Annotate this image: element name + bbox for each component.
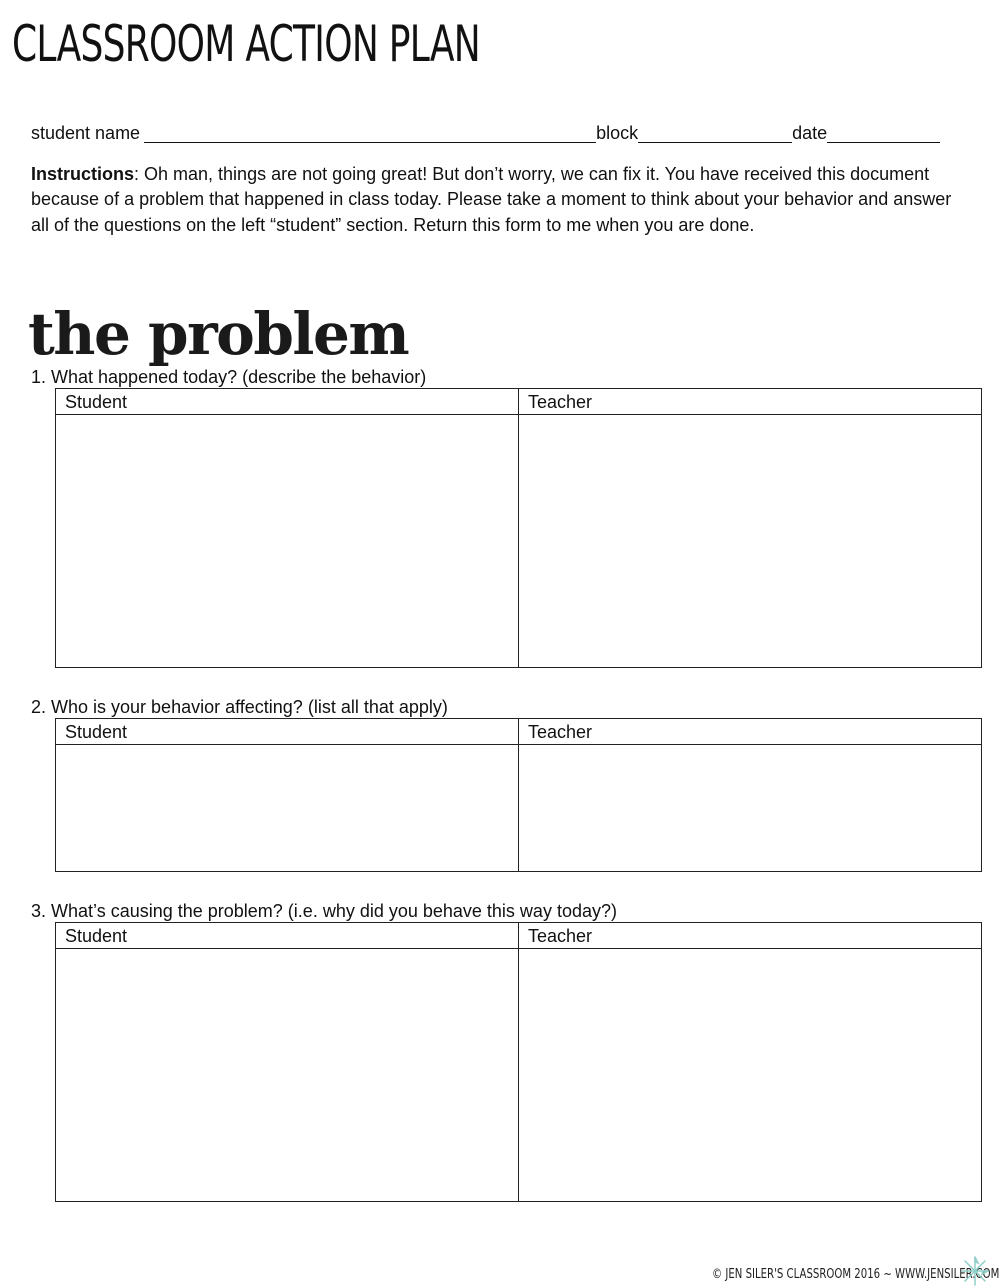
- instructions-text: : Oh man, things are not going great! But don’t worry, we can fix it. You have received this document because of a problem that happened in class today. Please take a moment to think about your behavior and answer all of the questions on the left “student” section. Return this form to me when you are done.: [31, 164, 952, 235]
- student-column-header: Student: [56, 719, 519, 745]
- instructions-lead: Instructions: [31, 164, 135, 184]
- question-3-label: 3. What’s causing the problem? (i.e. why did you behave this way today?): [31, 901, 617, 921]
- question-1-label: 1. What happened today? (describe the behavior): [31, 367, 427, 387]
- teacher-column-header: Teacher: [519, 923, 981, 949]
- question-3-table: [55, 922, 982, 1202]
- student-answer-box[interactable]: [56, 949, 519, 1201]
- teacher-column-header: Teacher: [519, 719, 981, 745]
- student-info-line: [31, 121, 956, 145]
- student-name-label: student name: [31, 123, 141, 143]
- date-label: date: [792, 123, 828, 143]
- page-title: CLASSROOM ACTION PLAN: [12, 15, 481, 73]
- section-heading: the problem: [28, 300, 409, 368]
- student-answer-box[interactable]: [56, 415, 519, 667]
- student-answer-box[interactable]: [56, 745, 519, 871]
- student-column-header: Student: [56, 923, 519, 949]
- block-label: block: [596, 123, 639, 143]
- teacher-column-header: Teacher: [519, 389, 981, 415]
- student-column-header: Student: [56, 389, 519, 415]
- teacher-answer-box[interactable]: [519, 745, 981, 871]
- question-1-table: [55, 388, 982, 668]
- block-field[interactable]: [638, 123, 792, 143]
- instructions-paragraph: [31, 162, 966, 238]
- question-2-label: 2. Who is your behavior affecting? (list all that apply): [31, 697, 448, 717]
- date-field[interactable]: [827, 123, 940, 143]
- teacher-answer-box[interactable]: [519, 949, 981, 1201]
- question-2-table: [55, 718, 982, 872]
- teacher-answer-box[interactable]: [519, 415, 981, 667]
- student-name-field[interactable]: [144, 123, 596, 143]
- starburst-doodle-icon: [958, 1254, 992, 1288]
- footer-credit: © JEN SILER'S CLASSROOM 2016 ~ WWW.JENSILER.COM: [712, 1267, 1000, 1282]
